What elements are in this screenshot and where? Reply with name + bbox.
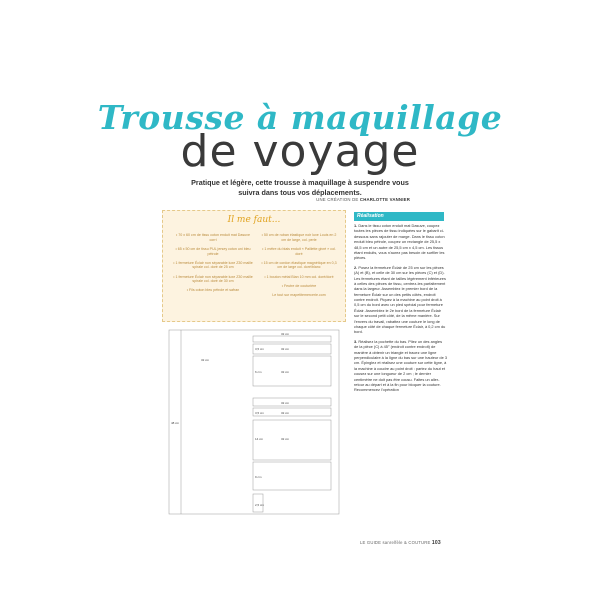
cutting-pattern-diagram bbox=[163, 328, 341, 516]
step-text: Réalisez la pochette du bas. Pliez un des angles de la pièce (C) à 45° (endroit contre endroit) de manière à obtenir un triangle et tracez une ligne perpendiculaire à la ligne du bas sur une hauteur de 3 cm. Épinglez et réalisez une couture sur cette ligne, à la machine à coudre au point droit : partez du haut et cousez sur une longueur de 2 cm ; le dernier centimètre ne doit pas être cousu. Faites un aller-retour au départ et à la fin pour bloquer la couture. Recommencez l'opération bbox=[354, 338, 448, 393]
dim-label: 3,5 cm bbox=[255, 347, 265, 351]
author-credit bbox=[250, 197, 410, 202]
dim-label: 32 cm bbox=[281, 437, 290, 441]
dim-label: 2,5 cm bbox=[255, 503, 265, 507]
supply-item: • 65 x 50 cm de tissu PUL jersey coton uni bleu pétrole bbox=[175, 246, 251, 256]
supply-item: • 50 cm de ruban élastique noir luxe Louis en 2 cm de large, col. perle bbox=[261, 233, 337, 242]
realisation-title: Réalisation bbox=[354, 212, 444, 221]
piece-e bbox=[253, 420, 331, 460]
dim-label: 48 cm bbox=[171, 421, 180, 425]
page-footer bbox=[360, 540, 441, 546]
credit-name: CHARLOTTE VANNIER bbox=[359, 197, 410, 202]
step-number: 3. bbox=[354, 338, 358, 344]
dim-label: 32 cm bbox=[281, 370, 290, 374]
dim-label: 6 cm bbox=[255, 370, 262, 374]
supply-item: • 1 fermeture Éclair non séparable luxe Z30 maille spirale col. doré de 30 cm bbox=[173, 274, 253, 284]
pattern-outline bbox=[169, 330, 339, 514]
step-number: 1. bbox=[354, 223, 358, 228]
dim-label: 32 cm bbox=[281, 411, 290, 415]
step-text: Dans le tissu coton enduit mat Dasuve, coupez toutes les pièces de tissu indiquées sur le gabarit ci-dessous sans rajouter de marge. Dans le tissu coton enduit bleu pétrole, coupez un rectangle de 25,5 x 48,5 cm et un autre de 25,5 cm x 4,5 cm. Les tissus étant enduits, vous n'aurez pas besoin de surfiler les pièces. bbox=[354, 223, 445, 261]
supply-item: • Fils coton bleu pétrole et safran bbox=[186, 288, 240, 293]
piece-strip-top bbox=[253, 336, 331, 342]
step-item bbox=[354, 265, 447, 335]
piece-b bbox=[253, 356, 331, 386]
dim-label: 9 cm bbox=[255, 475, 262, 479]
supply-item: • 15 cm de cordon élastique magnétique en 0,3 cm de large col. doré/blanc bbox=[261, 260, 337, 270]
dim-label: 14 cm bbox=[255, 437, 264, 441]
supply-item: • Feutre de couturière bbox=[281, 283, 317, 288]
supply-item: • 1 mètre du biais enduit « Paillette givré » col. doré bbox=[262, 246, 336, 256]
supplies-title: Il me faut... bbox=[227, 215, 281, 225]
dim-label: 32 cm bbox=[281, 332, 290, 336]
credit-prefix: UNE CRÉATION DE bbox=[316, 197, 359, 202]
supply-item: Le tout sur mapetitemercerie.com bbox=[272, 292, 326, 297]
intro-text: Pratique et légère, cette trousse à maquillage à suspendre vous suivra dans tous vos déplacements. bbox=[191, 178, 409, 198]
dim-label: 3,5 cm bbox=[255, 411, 265, 415]
step-item bbox=[354, 223, 447, 261]
dim-label: 32 cm bbox=[281, 347, 290, 351]
step-number: 2. bbox=[354, 264, 358, 270]
piece-d bbox=[253, 408, 331, 416]
page-title-main: de voyage bbox=[180, 126, 420, 177]
page-title-script: Trousse à maquillage bbox=[97, 98, 503, 137]
dim-label: 32 cm bbox=[281, 401, 290, 405]
supplies-left-column bbox=[173, 233, 253, 298]
step-item bbox=[354, 339, 447, 393]
page-number: 103 bbox=[431, 540, 441, 546]
supplies-right-column bbox=[259, 233, 339, 302]
step-text: Posez la fermeture Éclair de 25 cm sur les pièces (A) et (B), et celle de 30 cm sur les pièces (C) et (D). Les fermetures étant de tailles légèrement inférieures à celles des pièces de tissu, centrez-les parfaitement dans la largeur. Assemblez le premier bord de la fermeture Éclair sur un des petits côtés, endroit contre endroit. Piquez à la machine au point droit à 0,5 cm du bord avec un pied spécial pour fermeture Éclair. Assemblez le 2e bord de la fermeture Éclair sur le second petit côté, de la même manière. Sur l'envers du travail, rabattez une couture le long de chaque côté de chaque fermeture Éclair, à 0,2 cm du bord. bbox=[354, 264, 446, 335]
footer-magazine: LE GUIDE sanrelfèle & COUTURE bbox=[360, 540, 431, 545]
pattern-svg bbox=[163, 328, 341, 516]
supply-item: • 1 bouton métal Bian 10 mm col. doré/doré bbox=[264, 274, 334, 279]
supply-item: • 70 x 60 cm de tissu coton enduit mat Dasuve corri bbox=[176, 233, 250, 242]
dim-label: 32 cm bbox=[201, 358, 210, 362]
supplies-box bbox=[162, 210, 346, 322]
piece-f bbox=[253, 462, 331, 490]
piece-c bbox=[253, 398, 331, 406]
supply-item: • 1 fermeture Éclair non séparable luxe Z30 maille spirale col. doré de 25 cm bbox=[173, 260, 253, 270]
piece-a bbox=[253, 344, 331, 354]
realisation-steps bbox=[354, 223, 447, 397]
